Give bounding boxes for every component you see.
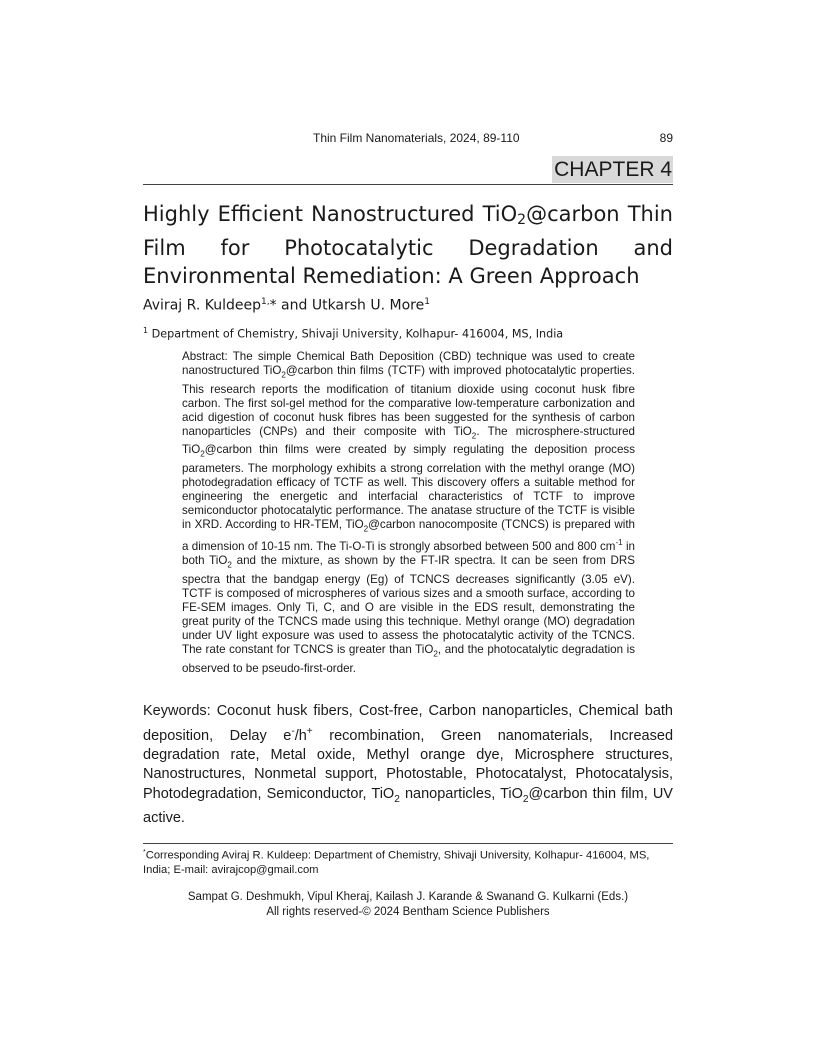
footnote-divider xyxy=(143,843,673,844)
affiliation xyxy=(143,326,673,341)
subscript: 2 xyxy=(522,793,529,805)
subscript: 2 xyxy=(227,560,232,570)
footnote-mark: * xyxy=(143,849,146,856)
superscript: -1 xyxy=(615,538,623,548)
subscript: 2 xyxy=(281,370,286,380)
author-1: Aviraj R. Kuldeep xyxy=(143,297,261,314)
superscript: - xyxy=(291,725,295,737)
title-text-2: @carbon Thin Film for Photocatalytic Degradation and Environmental Remediation: A Green Approach xyxy=(143,202,673,288)
abstract-text: @carbon thin films (TCTF) with improved photocatalytic properties. This research reports the modification of titanium dioxide using coconut husk fibre carbon. The first sol-gel method for the comparative low-temperature carbonization and acid digestion of coconut husk fibres has been suggested for the synthesis of carbon nanoparticles (CNPs) and their composite with TiO xyxy=(182,364,635,438)
author-1-affiliation-mark: 1, xyxy=(260,297,270,307)
superscript: + xyxy=(306,725,313,737)
abstract-text: , and the photocatalytic degradation is observed to be pseudo-first-order. xyxy=(182,643,635,675)
abstract-text: The simple Chemical Bath Deposition (CBD) technique was used to create nanostructured TiO xyxy=(182,350,635,378)
subscript: 2 xyxy=(363,524,369,534)
chapter-title xyxy=(143,200,673,290)
keywords-label: Keywords: xyxy=(143,703,211,719)
chapter-label: CHAPTER 4 xyxy=(554,158,672,181)
title-text-1: Highly Efficient Nanostructured TiO xyxy=(143,202,518,226)
author-line xyxy=(143,297,673,314)
corresponding-mark: * xyxy=(269,297,277,314)
abstract-text: and the mixture, as shown by the FT-IR spectra. It can be seen from DRS spectra that the bandgap energy (Eg) of TCNCS decreases significantly (3.05 eV). TCTF is composed of microspheres of various sizes and a smooth surface, according to FE-SEM images. Only Ti, C, and O are visible in the EDS result, demonstrating the great purity of the TCNCS made using this technique. Methyl orange (MO) degradation under UV light exposure was used to assess the photocatalytic activity of the TCNCS. The rate constant for TCNCS is greater than TiO xyxy=(182,554,635,657)
author-joiner: and xyxy=(276,297,312,314)
subscript: 2 xyxy=(200,449,205,459)
abstract-label: Abstract: xyxy=(182,350,228,363)
footnote xyxy=(143,846,673,878)
footnote-text: Corresponding Aviraj R. Kuldeep: Department of Chemistry, Shivaji University, Kolhapur- 416004, MS, India; E-mail: avirajcop@gmail.com xyxy=(143,849,650,877)
author-2: Utkarsh U. More xyxy=(311,297,425,314)
keywords-text: Coconut husk fibers, Cost-free, Carbon nanoparticles, Chemical bath deposition, Delay e xyxy=(143,703,673,744)
publisher-block xyxy=(143,890,673,919)
abstract xyxy=(182,350,635,676)
keywords-text: nanoparticles, TiO xyxy=(399,785,523,802)
editors-line: Sampat G. Deshmukh, Vipul Kheraj, Kailash J. Karande & Swanand G. Kulkarni (Eds.) xyxy=(187,891,629,903)
affiliation-text: Department of Chemistry, Shivaji University, Kolhapur- 416004, MS, India xyxy=(148,327,564,341)
rights-line: All rights reserved-© 2024 Bentham Science Publishers xyxy=(266,905,550,918)
running-title: Thin Film Nanomaterials, 2024, 89-110 xyxy=(313,131,520,145)
header-divider xyxy=(143,184,673,185)
subscript: 2 xyxy=(433,649,438,659)
keywords-text: /h xyxy=(294,727,307,744)
abstract-text: in both TiO xyxy=(182,540,636,568)
abstract-text: @carbon thin films were created by simply regulating the deposition process parameters. The morphology exhibits a strong correlation with the methyl orange (MO) photodegradation efficacy of TCTF as well. This discovery offers a suitable method for engineering the energetic and interfacial characteristics of TCTF to improve semiconductor photocatalytic performance. The anatase structure of the TCTF is visible in XRD. According to HR-TEM, TiO xyxy=(182,443,635,531)
subscript: 2 xyxy=(394,793,400,805)
author-2-affiliation-mark: 1 xyxy=(424,297,430,307)
abstract-text: @carbon nanocomposite (TCNCS) is prepared with a dimension of 10-15 nm. The Ti-O-Ti is strongly absorbed between 500 and 800 cm xyxy=(182,517,635,554)
keywords xyxy=(143,702,673,829)
running-header xyxy=(143,131,673,147)
keywords-text: @carbon thin film, UV active. xyxy=(143,785,673,827)
affiliation-mark: 1 xyxy=(143,326,149,335)
keywords-text: recombination, Green nanomaterials, Increased degradation rate, Metal oxide, Methyl orange dye, Microsphere structures, Nanostructures, Nonmetal support, Photostable, Photocatalyst, Photocatalysis, Photodegradation, Semiconductor, TiO xyxy=(143,727,674,802)
abstract-text: . The microsphere-structured TiO xyxy=(182,424,635,457)
subscript: 2 xyxy=(471,431,477,441)
page-number: 89 xyxy=(659,131,673,145)
title-subscript: 2 xyxy=(517,212,527,228)
